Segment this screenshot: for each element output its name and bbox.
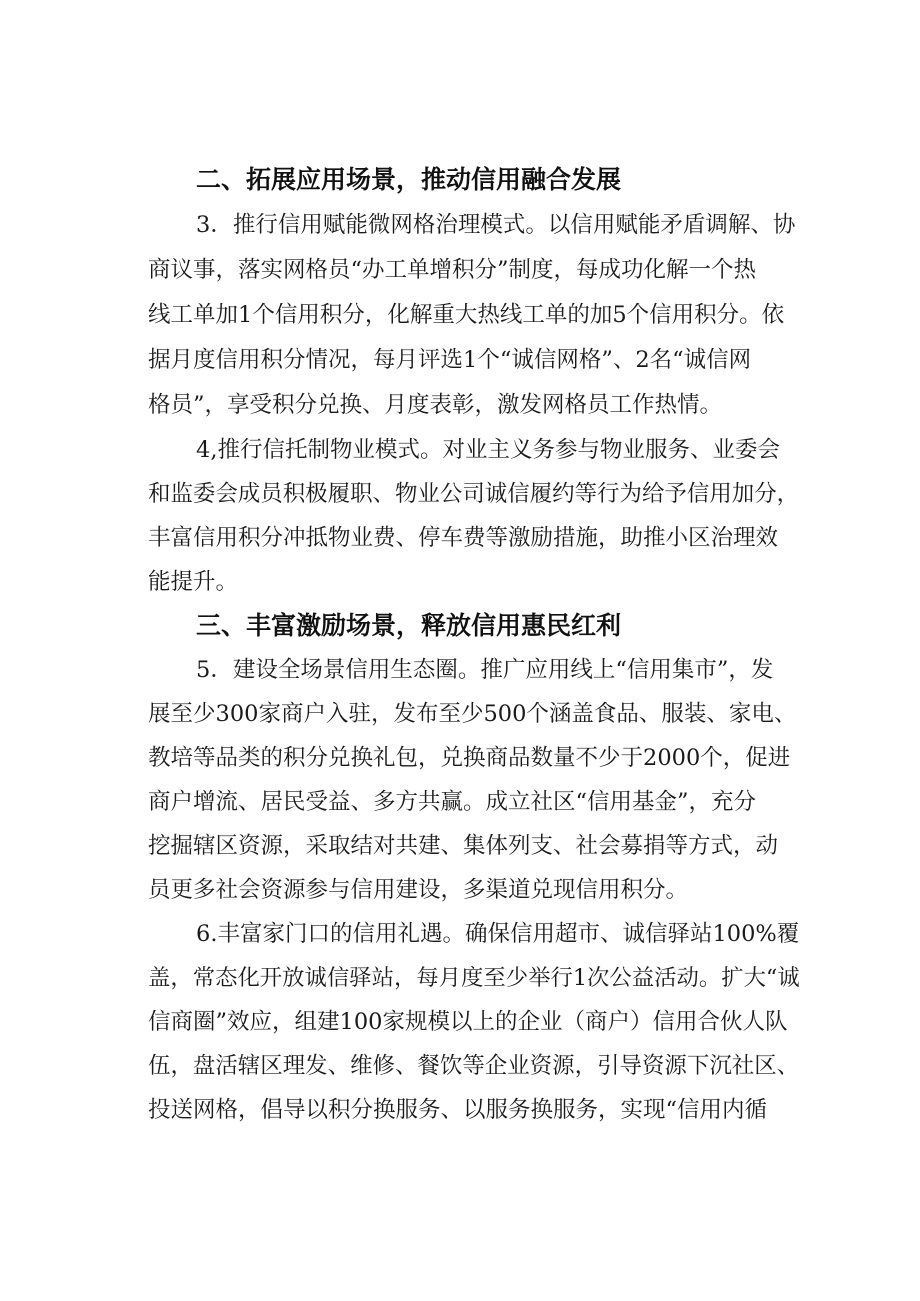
item-4-line-2: 和监委会成员积极履职、物业公司诚信履约等行为给予信用加分， xyxy=(148,481,800,507)
item-5-line-6: 员更多社会资源参与信用建设，多渠道兑现信用积分。 xyxy=(148,877,689,903)
item-5-line-3: 教培等品类的积分兑换礼包，兑换商品数量不少于2000个，促进 xyxy=(148,745,791,771)
item-5-line-5: 挖掘辖区资源，采取结对共建、集体列支、社会募捐等方式，动 xyxy=(148,833,779,859)
item-3-line-1: 3．推行信用赋能微网格治理模式。以信用赋能矛盾调解、协 xyxy=(196,212,796,238)
section-heading-3: 三、丰富激励场景，释放信用惠民红利 xyxy=(196,611,622,640)
item-3-line-4: 据月度信用积分情况，每月评选1个“诚信网格”、2名“诚信网 xyxy=(148,347,752,373)
item-3-line-5: 格员”，享受积分兑换、月度表彰，激发网格员工作热情。 xyxy=(148,392,723,418)
item-5-line-1: 5．建设全场景信用生态圈。推广应用线上“信用集市”，发 xyxy=(196,657,774,683)
item-6-line-3: 信商圈”效应，组建100家规模以上的企业（商户）信用合伙人队 xyxy=(148,1009,788,1035)
section-heading-2: 二、拓展应用场景，推动信用融合发展 xyxy=(196,165,622,194)
item-6-line-1: 6.丰富家门口的信用礼遇。确保信用超市、诚信驿站100%覆 xyxy=(196,921,800,947)
item-5-line-4: 商户增流、居民受益、多方共赢。成立社区“信用基金”，充分 xyxy=(148,789,757,815)
item-3-line-3: 线工单加1个信用积分，化解重大热线工单的加5个信用积分。依 xyxy=(148,302,785,328)
item-4-line-1: 4,推行信托制物业模式。对业主义务参与物业服务、业委会 xyxy=(196,437,780,463)
item-5-line-2: 展至少300家商户入驻，发布至少500个涵盖食品、服装、家电、 xyxy=(148,701,797,727)
item-4-line-4: 能提升。 xyxy=(148,569,239,595)
item-6-line-5: 投送网格，倡导以积分换服务、以服务换服务，实现“信用内循 xyxy=(148,1097,768,1123)
item-6-line-2: 盖，常态化开放诚信驿站，每月度至少举行1次公益活动。扩大“诚 xyxy=(148,965,800,991)
item-4-line-3: 丰富信用积分冲抵物业费、停车费等激励措施，助推小区治理效 xyxy=(148,525,779,551)
item-6-line-4: 伍，盘活辖区理发、维修、餐饮等企业资源，引导资源下沉社区、 xyxy=(148,1053,800,1079)
item-3-line-2: 商议事，落实网格员“办工单增积分”制度，每成功化解一个热 xyxy=(148,257,757,283)
